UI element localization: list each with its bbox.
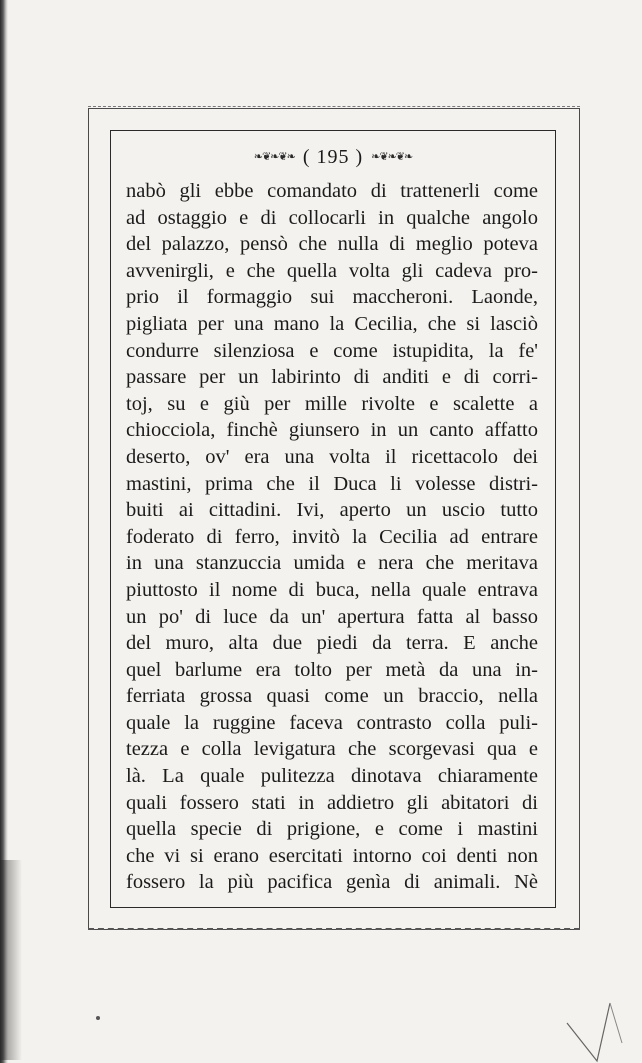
text-line: piuttosto il nome di buca, nella quale entrava: [126, 578, 538, 601]
text-line: ad ostaggio e di collocarli in qualche angolo: [126, 206, 538, 229]
text-line: pigliata per una mano la Cecilia, che si lasciò: [126, 312, 538, 335]
text-line: condurre silenziosa e come istupidita, la fe': [126, 339, 538, 362]
text-line: prio il formaggio sui maccheroni. Laonde,: [126, 286, 538, 309]
text-line: là. La quale pulitezza dinotava chiaramente: [126, 765, 538, 788]
text-line: quale la ruggine faceva contrasto colla puli-: [126, 711, 538, 734]
page-header: [110, 144, 556, 169]
text-line: buiti ai cittadini. Ivi, aperto un uscio tutto: [126, 499, 538, 522]
text-line: che vi si erano esercitati intorno coi denti non: [126, 844, 538, 867]
text-line: ferriata grossa quasi come un braccio, nella: [126, 685, 538, 708]
bottom-dashed-rule: [88, 928, 580, 930]
page-number: ( 195 ): [302, 146, 364, 169]
text-line: quali fossero stati in addietro gli abitatori di: [126, 791, 538, 814]
text-line: tezza e colla levigatura che scorgevasi qua e: [126, 738, 538, 761]
text-line: fossero la più pacifica genìa di animali. Nè: [126, 871, 538, 894]
header-ornament-left-icon: ❧❦❧❦❧: [253, 151, 295, 164]
text-line: deserto, ov' era una volta il ricettacolo dei: [126, 445, 538, 468]
text-line: quella specie di prigione, e come i mastini: [126, 818, 538, 841]
body-text: [126, 178, 538, 896]
text-line: foderato di ferro, invitò la Cecilia ad entrare: [126, 525, 538, 548]
corner-fold-mark: [562, 983, 632, 1063]
page-binding-shadow-lower: [0, 860, 22, 1060]
text-line: passare per un labirinto di anditi e di corri-: [126, 366, 538, 389]
text-line: un po' di luce da un' apertura fatta al basso: [126, 605, 538, 628]
text-line: nabò gli ebbe comandato di trattenerli come: [126, 180, 538, 202]
text-line: quel barlume era tolto per metà da una in-: [126, 658, 538, 681]
text-line: del palazzo, pensò che nulla di meglio poteva: [126, 233, 538, 256]
text-line: chiocciola, finchè giunsero in un canto affatto: [126, 419, 538, 442]
text-line: in una stanzuccia umida e nera che meritava: [126, 552, 538, 575]
text-line: avvenirgli, e che quella volta gli cadeva pro-: [126, 259, 538, 282]
top-dashed-rule: [88, 106, 580, 107]
text-line: toj, su e giù per mille rivolte e scalette a: [126, 392, 538, 415]
ink-speck: [96, 1016, 100, 1020]
text-line: del muro, alta due piedi da terra. E anche: [126, 632, 538, 655]
text-line: mastini, prima che il Duca li volesse distri-: [126, 472, 538, 495]
header-ornament-right-icon: ❧❦❧❦❧: [371, 151, 413, 164]
